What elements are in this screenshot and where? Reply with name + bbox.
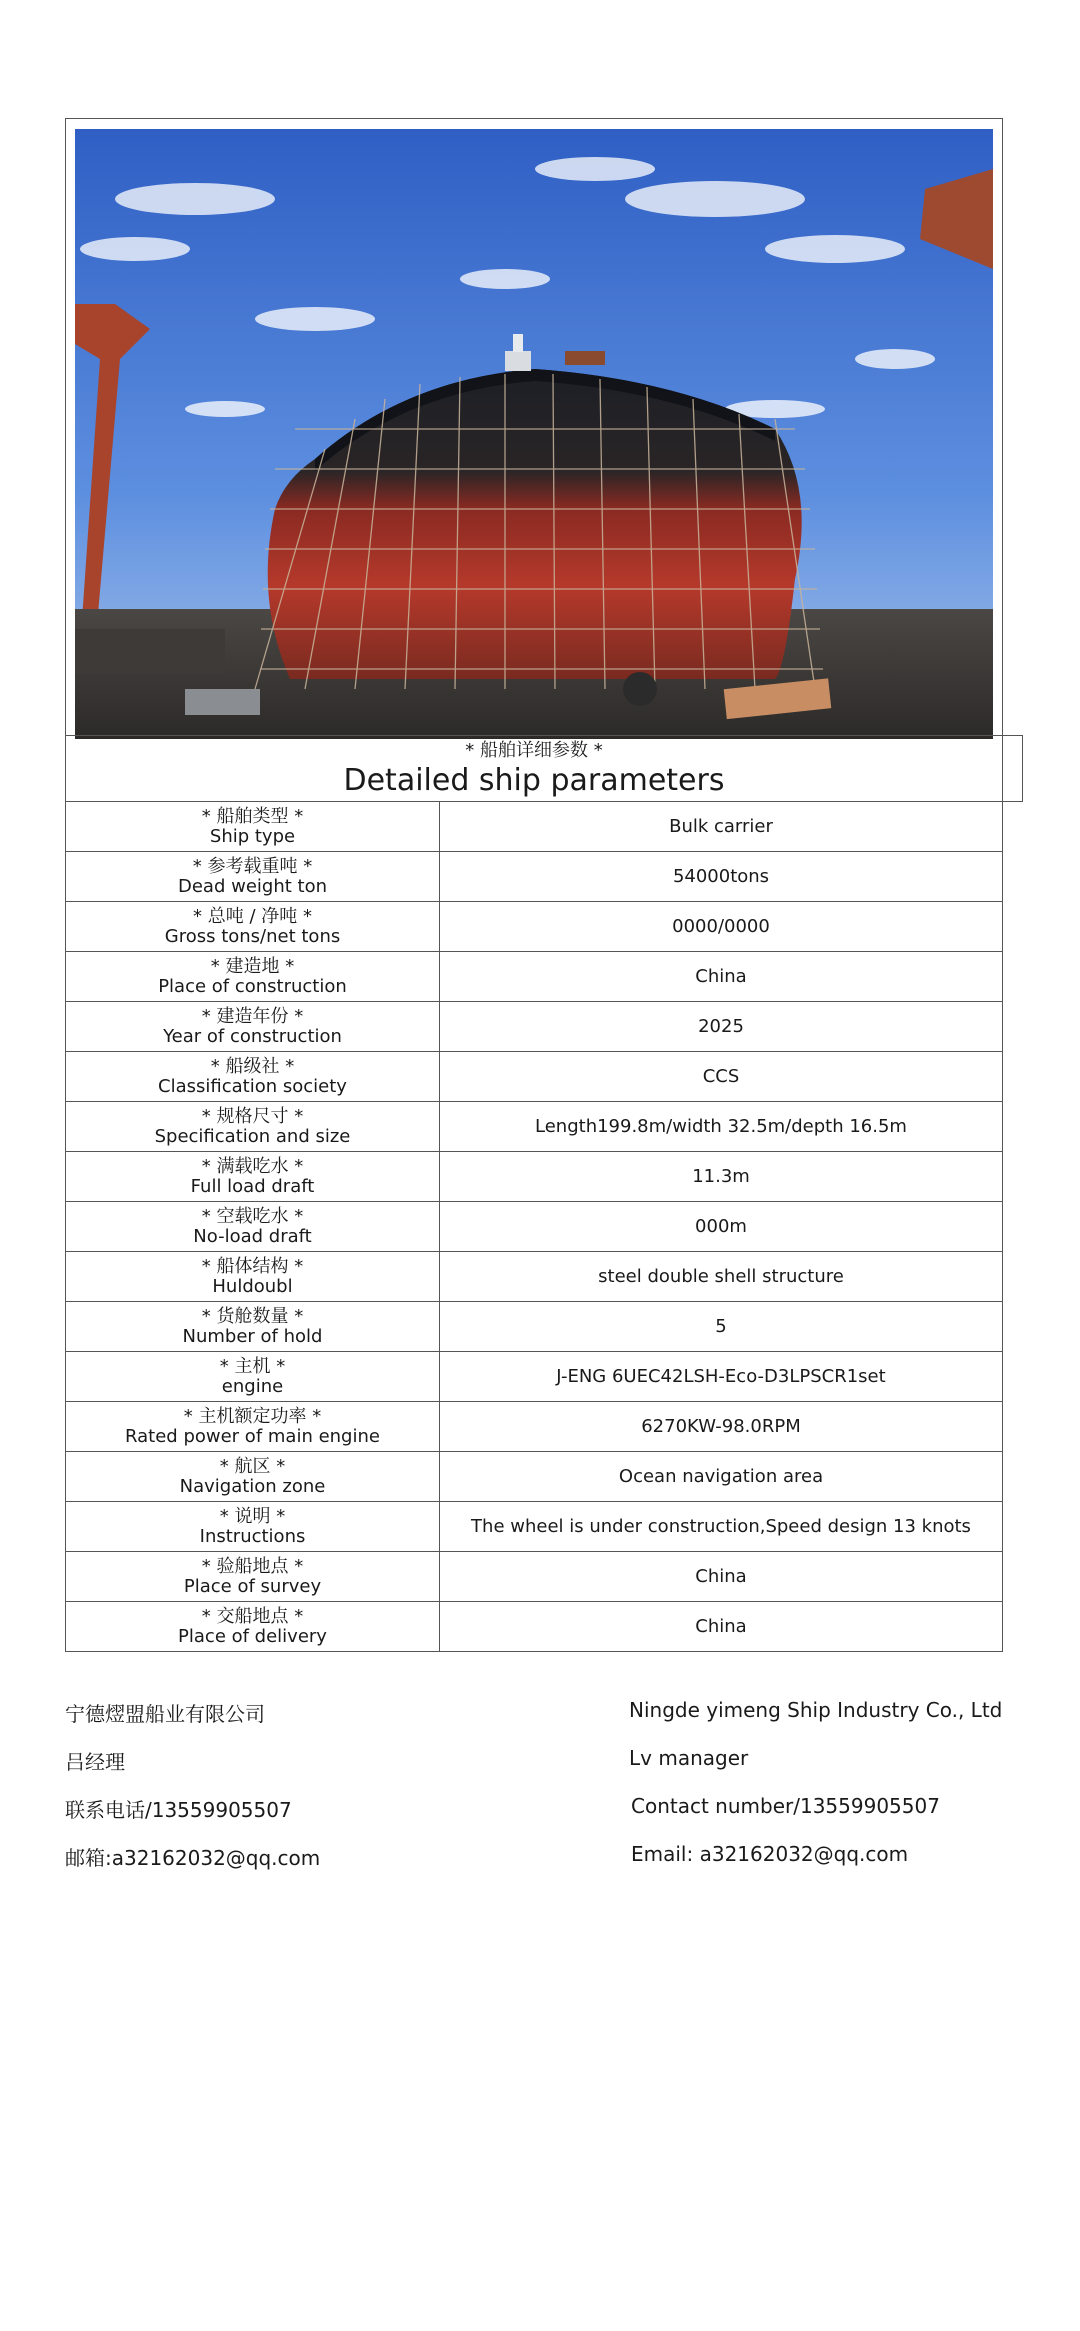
param-label-en: Dead weight ton [177,875,327,897]
param-label-cell [66,1602,440,1652]
param-label-cn: * 总吨 / 净吨 * [193,905,312,927]
param-value: 54000tons [440,852,1003,902]
param-label-en: Gross tons/net tons [164,925,341,947]
ship-photo [75,129,993,739]
table-row [66,1402,1003,1452]
param-label-en: engine [221,1375,284,1397]
table-row [66,1102,1003,1152]
param-label-cell [66,1002,440,1052]
param-value: Length199.8m/width 32.5m/depth 16.5m [440,1102,1003,1152]
param-value: 5 [440,1302,1003,1352]
contact-block [65,1698,1025,1890]
param-value: CCS [440,1052,1003,1102]
param-label-cn: * 船级社 * [210,1055,295,1077]
param-value: Ocean navigation area [440,1452,1003,1502]
title-chinese: * 船舶详细参数 * [465,740,603,761]
param-label-cn: * 船体结构 * [201,1255,304,1277]
table-row [66,1352,1003,1402]
param-label-en: Full load draft [190,1175,315,1197]
param-label-cell [66,1302,440,1352]
param-value: 6270KW-98.0RPM [440,1402,1003,1452]
param-label-cell [66,1052,440,1102]
param-value: The wheel is under construction,Speed design 13 knots [440,1502,1003,1552]
param-value: 0000/0000 [440,902,1003,952]
param-value: 11.3m [440,1152,1003,1202]
param-label-en: No-load draft [193,1225,312,1247]
param-value: J-ENG 6UEC42LSH-Eco-D3LPSCR1set [440,1352,1003,1402]
phone-en[interactable]: Contact number/13559905507 [631,1794,940,1818]
param-value: 000m [440,1202,1003,1252]
param-label-cn: * 验船地点 * [201,1555,304,1577]
company-name-cn: 宁德熤盟船业有限公司 [65,1702,265,1726]
param-label-cn: * 规格尺寸 * [201,1105,304,1127]
param-label-cn: * 货舱数量 * [201,1305,304,1327]
param-label-cell [66,1552,440,1602]
param-value: China [440,1602,1003,1652]
photo-frame [65,118,1003,735]
table-row [66,952,1003,1002]
contact-row-manager [65,1746,1025,1794]
ship-spec-sheet [65,118,1003,1652]
param-label-en: Instructions [199,1525,306,1547]
table-row [66,1302,1003,1352]
param-label-cell [66,1102,440,1152]
param-value: 2025 [440,1002,1003,1052]
param-value: Bulk carrier [440,802,1003,852]
param-value: steel double shell structure [440,1252,1003,1302]
param-label-cell [66,1352,440,1402]
param-label-en: Rated power of main engine [125,1425,380,1447]
manager-en: Lv manager [629,1746,749,1770]
param-label-cell [66,852,440,902]
param-value: China [440,1552,1003,1602]
param-label-cell [66,1402,440,1452]
param-label-en: Place of survey [183,1575,322,1597]
table-row [66,1252,1003,1302]
table-row [66,1502,1003,1552]
table-row [66,1202,1003,1252]
param-label-cell [66,1502,440,1552]
title-box-extension [1002,735,1023,802]
param-label-cell [66,1202,440,1252]
table-title [65,735,1003,801]
param-label-cell [66,1152,440,1202]
email-cn[interactable]: 邮箱:a32162032@qq.com [65,1846,321,1870]
table-row [66,1052,1003,1102]
parameters-table [65,801,1003,1652]
param-label-cn: * 主机 * [219,1355,286,1377]
table-row [66,1452,1003,1502]
table-row [66,1602,1003,1652]
param-label-cell [66,802,440,852]
param-label-cn: * 参考载重吨 * [192,855,313,877]
param-label-cn: * 船舶类型 * [201,805,304,827]
contact-row-phone [65,1794,1025,1842]
company-name-en: Ningde yimeng Ship Industry Co., Ltd [629,1698,1003,1722]
contact-row-email [65,1842,1025,1890]
param-label-cn: * 航区 * [219,1455,286,1477]
param-label-en: Specification and size [154,1125,351,1147]
param-label-cn: * 满载吃水 * [201,1155,304,1177]
manager-cn: 吕经理 [65,1750,125,1774]
param-label-en: Place of construction [158,975,347,997]
param-label-cell [66,1452,440,1502]
param-value: China [440,952,1003,1002]
param-label-en: Ship type [209,825,296,847]
param-label-cn: * 说明 * [219,1505,286,1527]
param-label-cn: * 空载吃水 * [201,1205,304,1227]
table-row [66,1552,1003,1602]
table-row [66,902,1003,952]
table-row [66,802,1003,852]
param-label-en: Year of construction [163,1025,342,1047]
phone-cn[interactable]: 联系电话/13559905507 [65,1798,292,1822]
param-label-cell [66,1252,440,1302]
param-label-cell [66,902,440,952]
email-en[interactable]: Email: a32162032@qq.com [631,1842,909,1866]
table-row [66,852,1003,902]
param-label-en: Place of delivery [178,1625,327,1647]
table-row [66,1002,1003,1052]
param-label-en: Navigation zone [179,1475,326,1497]
param-label-cn: * 交船地点 * [201,1605,304,1627]
param-label-cn: * 建造年份 * [201,1005,304,1027]
param-label-cn: * 建造地 * [210,955,295,977]
table-row [66,1152,1003,1202]
param-label-en: Huldoubl [212,1275,293,1297]
param-label-en: Classification society [158,1075,347,1097]
param-label-cell [66,952,440,1002]
param-label-en: Number of hold [182,1325,323,1347]
title-english: Detailed ship parameters [343,763,725,798]
param-label-cn: * 主机额定功率 * [183,1405,322,1427]
contact-row-company [65,1698,1025,1746]
